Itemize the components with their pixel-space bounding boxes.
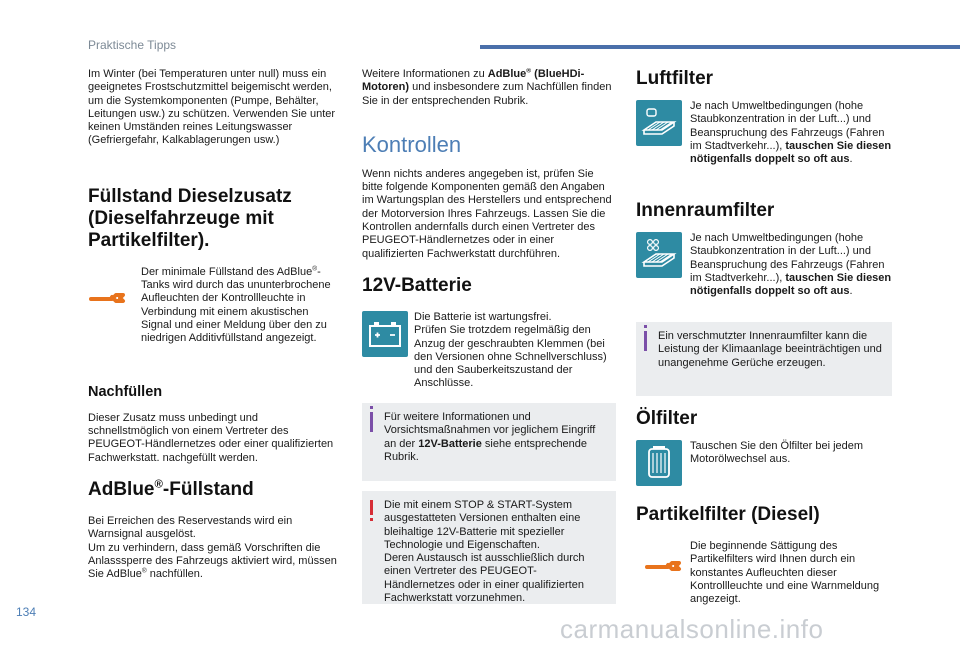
air-filter-heading: Luftfilter	[636, 68, 714, 89]
wrench-warning-icon	[644, 554, 682, 576]
cabin-filter-info-text: Ein verschmutzter Innenraumfilter kann die Leistung der Klimaanlage beeinträchtigen und unangenehme Gerüche erzeugen.	[658, 330, 882, 369]
column-middle	[362, 68, 616, 604]
wrench-warning-icon	[88, 286, 126, 308]
diesel-additive-block	[88, 266, 338, 362]
particle-filter-heading: Partikelfilter (Diesel)	[636, 504, 820, 525]
stop-start-warning-text: Die mit einem STOP & START-System ausgestatteten Versionen enthalten eine bleihaltige 12V-Batterie mit spezieller Technologie und Eigenschaften. Deren Austausch ist ausschließlich durch einen Vertreter des PEUGEOT-Händlernetzes oder in einer qualifizierten Fachwerkstatt vorzunehmen.	[384, 498, 585, 605]
page-number: 134	[16, 605, 37, 619]
battery-text: Die Batterie ist wartungsfrei. Prüfen Sie trotzdem regelmäßig den Anzug der geschraubten Klemmen (bei den Versionen ohne Schnellverschluss) und den Sauberkeitszustand der Anschlüsse.	[414, 310, 607, 390]
particle-filter-text: Die beginnende Sättigung des Partikelfilters wird Ihnen durch ein konstantes Aufleuchten dieser Kontrollleuchte und eine Warnmeldung angezeigt.	[690, 540, 880, 606]
diesel-additive-text: Der minimale Füllstand des AdBlue®-Tanks wird durch das ununterbrochene Aufleuchten der Kontrollleuchte in Verbindung mit einem akustischen Signal und einer Meldung über den zu niedrigen Additivfüllstand angezeigt.	[141, 265, 331, 345]
cabin-filter-block	[636, 232, 892, 316]
header-bar	[480, 45, 960, 49]
column-right	[636, 68, 892, 610]
refill-text: Dieser Zusatz muss unbedingt und schnellstmöglich von einem Vertreter des PEUGEOT-Händlernetzes oder einer qualifizierten Fachwerkstatt. nachgefüllt werden.	[88, 411, 334, 464]
stop-start-warning-box	[362, 491, 616, 604]
adblue-level-heading: AdBlue®-Füllstand	[88, 478, 254, 500]
column-left	[88, 68, 338, 581]
diesel-additive-heading: Füllstand Dieselzusatz (Dieselfahrzeuge mit Partikelfilter).	[88, 185, 292, 251]
particle-filter-block	[636, 540, 892, 610]
adblue-info-paragraph: Weitere Informationen zu AdBlue® (BlueHDi-Motoren) und insbesondere zum Nachfüllen finden Sie in der entsprechenden Rubrik.	[362, 67, 612, 107]
refill-heading: Nachfüllen	[88, 383, 163, 400]
battery-block	[362, 311, 616, 393]
warning-icon	[370, 500, 373, 515]
info-icon	[370, 412, 373, 432]
cabin-filter-info-box	[636, 322, 892, 396]
section-header: Praktische Tipps	[88, 38, 177, 52]
cabin-filter-heading: Innenraumfilter	[636, 200, 775, 221]
cabin-filter-text: Je nach Umweltbedingungen (hohe Staubkonzentration in der Luft...) und Beanspruchung des Fahrzeugs (Fahren im Stadtverkehr...), tauschen Sie diesen nötigenfalls doppelt so oft aus.	[690, 232, 892, 298]
air-filter-text: Je nach Umweltbedingungen (hohe Staubkonzentration in der Luft...) und Beanspruchung des Fahrzeugs (Fahren im Stadtverkehr...), tauschen Sie diesen nötigenfalls doppelt so oft aus.	[690, 100, 892, 166]
kontrollen-heading: Kontrollen	[362, 131, 462, 157]
air-filter-block	[636, 100, 892, 184]
battery-icon	[362, 311, 408, 357]
battery-info-box	[362, 403, 616, 481]
kontrollen-text: Wenn nichts anderes angegeben ist, prüfen Sie bitte folgende Komponenten gemäß den Angaben im Wartungsplan des Herstellers und entsprechend der Motorversion Ihres Fahrzeugs. Lassen Sie die Kontrollen andernfalls durch einen Vertreter des PEUGEOT-Händlernetzes oder in einer qualifizierten Fachwerkstatt durchführen.	[362, 167, 612, 260]
adblue-level-text: Bei Erreichen des Reservestands wird ein Warnsignal ausgelöst. Um zu verhindern, dass gemäß Vorschriften die Anlasssperre des Fahrzeugs aktiviert wird, müssen Sie AdBlue® nachfüllen.	[88, 514, 337, 581]
oil-filter-heading: Ölfilter	[636, 408, 698, 429]
oil-filter-text: Tauschen Sie den Ölfilter bei jedem Motorölwechsel aus.	[690, 440, 864, 466]
antifreeze-paragraph: Im Winter (bei Temperaturen unter null) muss ein geeignetes Frostschutzmittel beigemischt werden, um die Systemkomponenten (Pumpe, Behälter, Leitungen usw.) zu schützen. Verwenden Sie unter keinen Umständen reines Leitungswasser (Gefriergefahr, Kalkablagerungen usw.)	[88, 68, 336, 147]
battery-heading: 12V-Batterie	[362, 274, 472, 296]
air-filter-icon	[636, 100, 682, 146]
info-icon	[644, 331, 647, 351]
watermark: carmanualsonline.info	[560, 614, 824, 644]
cabin-filter-icon	[636, 232, 682, 278]
oil-filter-block	[636, 440, 892, 492]
oil-filter-icon	[636, 440, 682, 486]
battery-info-text: Für weitere Informationen und Vorsichtsmaßnahmen vor jeglichem Eingriff an der 12V-Batterie siehe entsprechende Rubrik.	[384, 410, 596, 463]
